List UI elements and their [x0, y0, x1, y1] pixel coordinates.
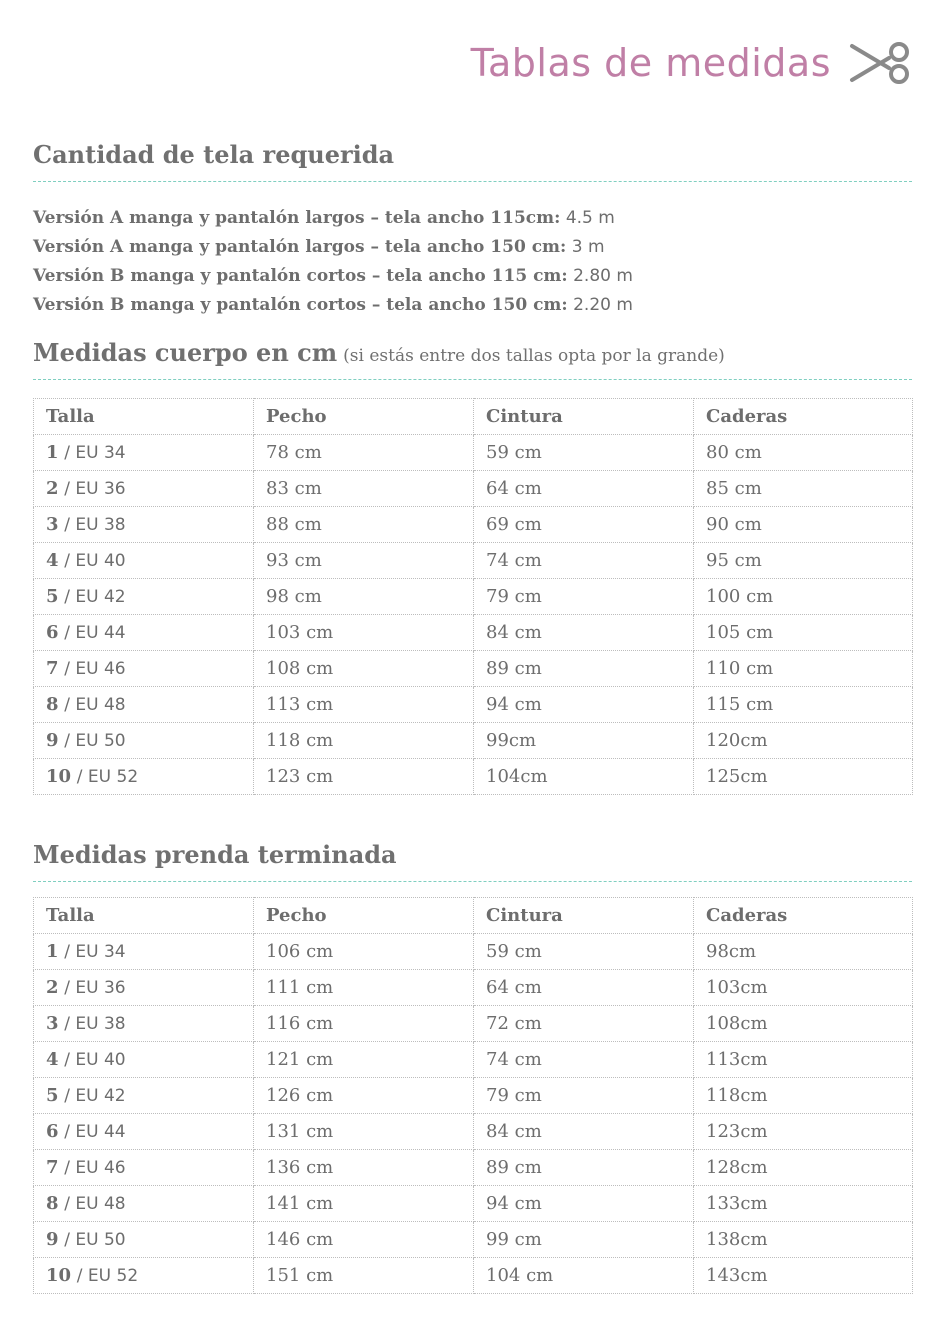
size-number: 1 [46, 442, 59, 463]
cell-cintura: 69 cm [474, 507, 694, 543]
cell-caderas: 123cm [694, 1114, 913, 1150]
fabric-item-value: 3 m [571, 237, 605, 257]
size-number: 9 [46, 730, 59, 751]
cell-talla [34, 1042, 254, 1078]
column-header-talla: Talla [34, 898, 254, 934]
table-row [34, 435, 913, 471]
cell-talla [34, 1114, 254, 1150]
cell-cintura: 79 cm [474, 579, 694, 615]
size-eu: / EU 46 [64, 659, 126, 679]
cell-talla [34, 651, 254, 687]
cell-talla [34, 507, 254, 543]
fabric-item [33, 204, 633, 233]
cell-pecho: 146 cm [254, 1222, 474, 1258]
size-eu: / EU 44 [64, 1122, 126, 1142]
cell-cintura: 104 cm [474, 1258, 694, 1294]
cell-caderas: 115 cm [694, 687, 913, 723]
cell-talla [34, 1150, 254, 1186]
table-row [34, 615, 913, 651]
cell-cintura: 84 cm [474, 1114, 694, 1150]
table-row [34, 1222, 913, 1258]
cell-talla [34, 435, 254, 471]
cell-talla [34, 1006, 254, 1042]
column-header-cintura: Cintura [474, 399, 694, 435]
cell-cintura: 89 cm [474, 651, 694, 687]
body-measures-note: (si estás entre dos tallas opta por la grande) [343, 346, 725, 366]
cell-pecho: 126 cm [254, 1078, 474, 1114]
size-number: 2 [46, 478, 59, 499]
cell-caderas: 128cm [694, 1150, 913, 1186]
size-number: 10 [46, 766, 72, 787]
cell-caderas: 143cm [694, 1258, 913, 1294]
size-eu: / EU 52 [76, 767, 139, 787]
fabric-item-label: Versión B manga y pantalón cortos – tela ancho 150 cm: [33, 295, 568, 315]
cell-pecho: 93 cm [254, 543, 474, 579]
column-header-talla: Talla [34, 399, 254, 435]
cell-talla [34, 579, 254, 615]
cell-caderas: 100 cm [694, 579, 913, 615]
table-row [34, 651, 913, 687]
table-row [34, 759, 913, 795]
cell-cintura: 99cm [474, 723, 694, 759]
cell-caderas: 108cm [694, 1006, 913, 1042]
cell-cintura: 104cm [474, 759, 694, 795]
table-header-row [34, 898, 913, 934]
cell-caderas: 113cm [694, 1042, 913, 1078]
size-number: 7 [46, 658, 59, 679]
body-measures-rows [34, 435, 913, 795]
cell-caderas: 105 cm [694, 615, 913, 651]
cell-caderas: 118cm [694, 1078, 913, 1114]
cell-cintura: 74 cm [474, 1042, 694, 1078]
cell-talla [34, 615, 254, 651]
size-number: 4 [46, 1049, 59, 1070]
cell-caderas: 110 cm [694, 651, 913, 687]
fabric-item [33, 262, 633, 291]
size-eu: / EU 40 [64, 1050, 126, 1070]
cell-pecho: 141 cm [254, 1186, 474, 1222]
cell-pecho: 83 cm [254, 471, 474, 507]
garment-measures-table [33, 897, 913, 1294]
table-row [34, 934, 913, 970]
cell-cintura: 74 cm [474, 543, 694, 579]
cell-caderas: 98cm [694, 934, 913, 970]
cell-caderas: 85 cm [694, 471, 913, 507]
size-number: 6 [46, 622, 59, 643]
size-number: 3 [46, 1013, 59, 1034]
table-row [34, 543, 913, 579]
column-header-caderas: Caderas [694, 898, 913, 934]
size-number: 5 [46, 586, 59, 607]
cell-cintura: 94 cm [474, 687, 694, 723]
cell-talla [34, 1222, 254, 1258]
cell-caderas: 95 cm [694, 543, 913, 579]
cell-talla [34, 687, 254, 723]
fabric-heading-text: Cantidad de tela requerida [33, 140, 395, 169]
cell-pecho: 78 cm [254, 435, 474, 471]
table-row [34, 970, 913, 1006]
cell-cintura: 99 cm [474, 1222, 694, 1258]
cell-pecho: 113 cm [254, 687, 474, 723]
column-header-cintura: Cintura [474, 898, 694, 934]
cell-cintura: 64 cm [474, 970, 694, 1006]
cell-cintura: 79 cm [474, 1078, 694, 1114]
cell-caderas: 80 cm [694, 435, 913, 471]
column-header-pecho: Pecho [254, 898, 474, 934]
size-eu: / EU 50 [64, 1230, 126, 1250]
cell-talla [34, 1258, 254, 1294]
cell-pecho: 151 cm [254, 1258, 474, 1294]
column-header-pecho: Pecho [254, 399, 474, 435]
cell-talla [34, 1186, 254, 1222]
fabric-list [33, 204, 633, 320]
size-number: 6 [46, 1121, 59, 1142]
cell-pecho: 121 cm [254, 1042, 474, 1078]
fabric-item [33, 291, 633, 320]
size-number: 9 [46, 1229, 59, 1250]
cell-talla [34, 543, 254, 579]
size-number: 4 [46, 550, 59, 571]
cell-talla [34, 970, 254, 1006]
fabric-item-label: Versión A manga y pantalón largos – tela ancho 150 cm: [33, 237, 567, 257]
fabric-item [33, 233, 633, 262]
body-measures-heading [33, 338, 912, 380]
garment-measures-rows [34, 934, 913, 1294]
fabric-item-label: Versión A manga y pantalón largos – tela ancho 115cm: [33, 208, 561, 228]
size-eu: / EU 36 [64, 978, 126, 998]
size-number: 5 [46, 1085, 59, 1106]
size-eu: / EU 36 [64, 479, 126, 499]
table-row [34, 687, 913, 723]
size-eu: / EU 46 [64, 1158, 126, 1178]
cell-cintura: 59 cm [474, 934, 694, 970]
size-eu: / EU 44 [64, 623, 126, 643]
cell-cintura: 59 cm [474, 435, 694, 471]
cell-pecho: 98 cm [254, 579, 474, 615]
cell-pecho: 136 cm [254, 1150, 474, 1186]
table-row [34, 579, 913, 615]
fabric-item-value: 2.20 m [573, 295, 633, 315]
fabric-item-value: 2.80 m [573, 266, 633, 286]
size-eu: / EU 38 [64, 515, 126, 535]
cell-pecho: 103 cm [254, 615, 474, 651]
cell-cintura: 84 cm [474, 615, 694, 651]
table-row [34, 1258, 913, 1294]
garment-measures-heading-text: Medidas prenda terminada [33, 840, 397, 869]
table-row [34, 1150, 913, 1186]
cell-pecho: 106 cm [254, 934, 474, 970]
scissors-icon [849, 40, 911, 86]
size-eu: / EU 40 [64, 551, 126, 571]
table-row [34, 1186, 913, 1222]
cell-cintura: 89 cm [474, 1150, 694, 1186]
size-eu: / EU 38 [64, 1014, 126, 1034]
cell-talla [34, 934, 254, 970]
cell-talla [34, 759, 254, 795]
cell-talla [34, 471, 254, 507]
fabric-heading [33, 140, 912, 182]
body-measures-table [33, 398, 913, 795]
size-number: 8 [46, 1193, 59, 1214]
column-header-caderas: Caderas [694, 399, 913, 435]
table-row [34, 1006, 913, 1042]
table-header-row [34, 399, 913, 435]
cell-caderas: 125cm [694, 759, 913, 795]
size-eu: / EU 42 [64, 1086, 126, 1106]
size-number: 3 [46, 514, 59, 535]
table-row [34, 1114, 913, 1150]
cell-pecho: 131 cm [254, 1114, 474, 1150]
cell-talla [34, 1078, 254, 1114]
garment-measures-heading [33, 840, 912, 882]
size-eu: / EU 42 [64, 587, 126, 607]
size-eu: / EU 34 [64, 443, 126, 463]
cell-caderas: 103cm [694, 970, 913, 1006]
cell-pecho: 123 cm [254, 759, 474, 795]
size-number: 7 [46, 1157, 59, 1178]
fabric-item-label: Versión B manga y pantalón cortos – tela ancho 115 cm: [33, 266, 568, 286]
cell-pecho: 88 cm [254, 507, 474, 543]
fabric-item-value: 4.5 m [565, 208, 615, 228]
size-eu: / EU 50 [64, 731, 126, 751]
size-eu: / EU 34 [64, 942, 126, 962]
size-number: 8 [46, 694, 59, 715]
cell-caderas: 133cm [694, 1186, 913, 1222]
cell-caderas: 90 cm [694, 507, 913, 543]
table-row [34, 1078, 913, 1114]
size-eu: / EU 48 [64, 1194, 126, 1214]
cell-talla [34, 723, 254, 759]
cell-pecho: 116 cm [254, 1006, 474, 1042]
table-row [34, 507, 913, 543]
size-number: 2 [46, 977, 59, 998]
cell-pecho: 111 cm [254, 970, 474, 1006]
table-row [34, 471, 913, 507]
size-number: 1 [46, 941, 59, 962]
cell-cintura: 64 cm [474, 471, 694, 507]
body-measures-heading-text: Medidas cuerpo en cm [33, 338, 338, 367]
cell-cintura: 94 cm [474, 1186, 694, 1222]
cell-caderas: 138cm [694, 1222, 913, 1258]
table-row [34, 1042, 913, 1078]
page-header [471, 38, 911, 88]
cell-caderas: 120cm [694, 723, 913, 759]
size-eu: / EU 48 [64, 695, 126, 715]
size-number: 10 [46, 1265, 72, 1286]
cell-pecho: 118 cm [254, 723, 474, 759]
page-title: Tablas de medidas [470, 41, 831, 85]
cell-cintura: 72 cm [474, 1006, 694, 1042]
table-row [34, 723, 913, 759]
size-eu: / EU 52 [76, 1266, 139, 1286]
cell-pecho: 108 cm [254, 651, 474, 687]
